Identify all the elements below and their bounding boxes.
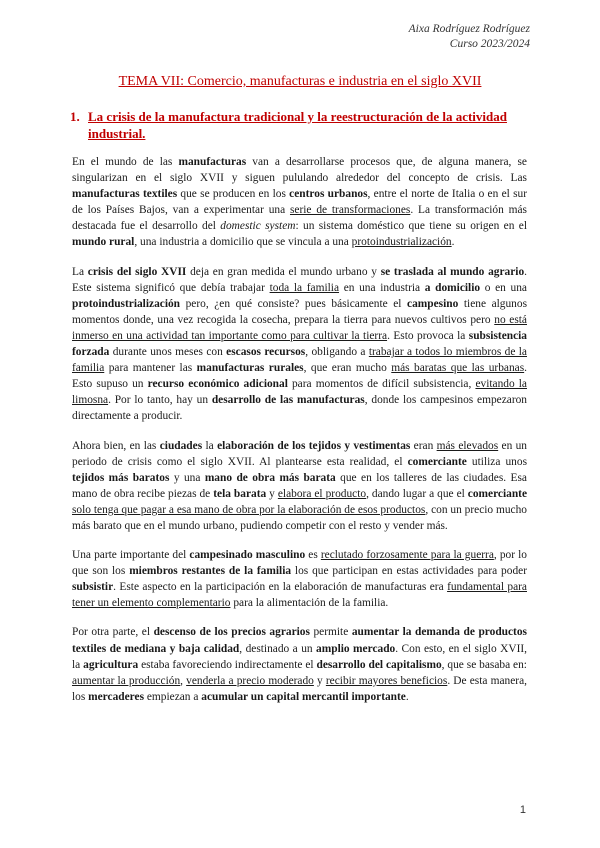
document-header [409,22,530,52]
bold-term: recurso económico adicional [147,378,288,391]
bold-term: elaboración de los tejidos y vestimentas [217,439,411,452]
section-number: 1. [70,109,80,124]
text-run: estaba favoreciendo indirectamente el [138,658,317,671]
bold-term: amplio mercado [316,642,396,655]
document-title: TEMA VII: Comercio, manufacturas e industria en el siglo XVII [118,74,482,89]
text-run: , por lo que son los [72,549,527,578]
text-run: para mantener las [104,362,197,375]
text-run: , entre el norte de Italia o en el sur de los Países Bajos, van a experimentar una [72,188,527,217]
underlined-phrase: serie de transformaciones [289,204,411,217]
text-run: . De esta manera, los [72,674,527,703]
text-run: para momentos de difícil subsistencia, [287,378,476,391]
bold-term: manufacturas textiles [72,188,178,201]
page-number: 1 [519,804,526,816]
text-run: y [266,487,278,500]
bold-term: se traslada al mundo agrario [380,265,525,278]
course-year: Curso 2023/2024 [449,38,530,50]
underlined-phrase: evitando la limosna [72,378,527,407]
text-run: , que eran mucho [303,362,392,375]
text-run: Ahora bien, en las [72,439,160,452]
text-run: es [305,549,321,562]
text-run: van a desarrollarse procesos que, de alguna manera, se singularizan en el siglo XVII y siguen pululando alrededor del concepto de crisis. Las [72,156,527,185]
text-run: . [451,236,455,249]
text-run: . Con esto, en el siglo XVII, la [72,642,528,671]
text-run: la [202,439,218,452]
text-run: o en una [480,281,527,294]
bold-term: escasos recursos [226,346,306,359]
bold-term: agricultura [83,658,139,671]
underlined-phrase: reclutado forzosamente para la guerra [320,549,494,562]
bold-term: aumentar la demanda de productos textiles de mediana y baja calidad [72,626,527,655]
bold-term: protoindustrialización [72,297,181,310]
underlined-phrase: aumentar la producción [72,674,181,687]
text-run: , dando lugar a que el [366,487,468,500]
text-run: que en los talleres de las ciudades. Esa mano de obra recibe piezas de [72,471,527,500]
bold-term: ciudades [159,439,203,452]
text-run: en un periodo de crisis como el siglo XVII. Al plantearse esta realidad, el [72,439,528,468]
text-run: y una [169,471,205,484]
bold-term: comerciante [467,487,528,500]
bold-term: tela barata [213,487,267,500]
underlined-phrase: más baratas que las urbanas [391,362,525,375]
bold-term: crisis del siglo XVII [87,265,187,278]
bold-term: desarrollo del capitalismo [316,658,442,671]
text-run: para la alimentación de la familia. [230,597,389,610]
underlined-phrase: protoindustrialización [351,236,452,249]
text-run: pero, ¿en qué consiste? pues básicamente el [180,297,408,310]
paragraph [72,264,527,425]
bold-term: comerciante [407,455,467,468]
italic-term: domestic system [220,220,296,233]
text-run: . [405,690,409,703]
underlined-phrase: toda la familia [269,281,340,294]
text-run: , donde los campesinos empezaron directamente a producir. [72,394,527,423]
bold-term: mundo rural [72,236,135,249]
underlined-phrase: fundamental para tener un elemento complementario [72,581,527,610]
underlined-phrase: no está inmerso en una actividad tan importante como para cultivar la tierra [72,313,527,342]
underlined-phrase: solo tenga que pagar a esa mano de obra por la elaboración de esos productos [72,503,426,516]
text-run: . La transformación más destacada fue el desarrollo del [72,204,527,233]
bold-term: tejidos más baratos [72,471,170,484]
text-run: Por otra parte, el [72,626,154,639]
text-run: los que participan en estas actividades para poder [291,565,527,578]
text-run: , con un precio mucho más barato que en el mundo urbano, pudiendo competir con el resto y vender más. [72,503,528,532]
text-run: , [180,674,187,687]
bold-term: desarrollo de las manufacturas [211,394,365,407]
text-run: empiezan a [144,690,202,703]
text-run: y [313,674,326,687]
underlined-phrase: elabora el producto [277,487,367,500]
document-body [72,154,527,718]
paragraph [72,624,527,704]
bold-term: campesino [407,297,459,310]
underlined-phrase: trabajar a todos lo miembros de la familia [72,346,527,375]
underlined-phrase: recibir mayores beneficios [325,674,448,687]
text-run: . Por lo tanto, hay un [108,394,212,407]
bold-term: subsistir [72,581,114,594]
text-run: En el mundo de las [72,156,179,168]
paragraph [72,547,527,611]
text-run: , destinado a un [239,642,317,655]
section-title: La crisis de la manufactura tradicional y la reestructuración de la actividad industrial. [88,109,507,141]
author-name: Aixa Rodríguez Rodríguez [408,23,530,35]
bold-term: manufacturas [178,156,247,168]
text-run: permite [309,626,352,639]
underlined-phrase: venderla a precio moderado [186,674,314,687]
bold-term: centros urbanos [289,188,368,201]
bold-term: mercaderes [88,690,145,703]
text-run: que se producen en los [177,188,290,201]
text-run: . Este sistema significó que debía trabajar [72,265,527,294]
text-run: deja en gran medida el mundo urbano y [186,265,381,278]
text-run: Una parte importante del [72,549,190,562]
bold-term: manufacturas rurales [196,362,304,375]
paragraph [72,154,527,251]
text-run: tiene algunos momentos donde, una vez recogida la cosecha, prepara la tierra para nuevos cultivos pero [72,297,527,326]
text-run: . Este aspecto en la participación en la elaboración de manufacturas era [113,581,448,594]
text-run: , que se basaba en: [441,658,527,671]
section-heading [70,108,528,142]
bold-term: miembros restantes de la familia [129,565,292,578]
paragraph [72,438,527,535]
text-run: utiliza unos [466,455,528,468]
bold-term: descenso de los precios agrarios [153,626,310,639]
text-run: . Esto provoca la [387,329,469,342]
text-run: eran [410,439,437,452]
bold-term: a domicilio [424,281,481,294]
text-run: La [72,265,88,278]
text-run: en una industria [339,281,425,294]
text-run: , una industria a domicilio que se vincula a una [134,236,352,249]
text-run: : un sistema doméstico que tiene su origen en el [295,220,527,233]
text-run: . Esto supuso un [72,362,528,391]
bold-term: subsistencia forzada [72,329,527,359]
text-run: durante unos meses con [109,346,227,359]
bold-term: acumular un capital mercantil importante [201,690,406,703]
text-run: , obligando a [305,346,369,359]
bold-term: mano de obra más barata [204,471,336,484]
underlined-phrase: más elevados [436,439,499,452]
bold-term: campesinado masculino [189,549,306,562]
